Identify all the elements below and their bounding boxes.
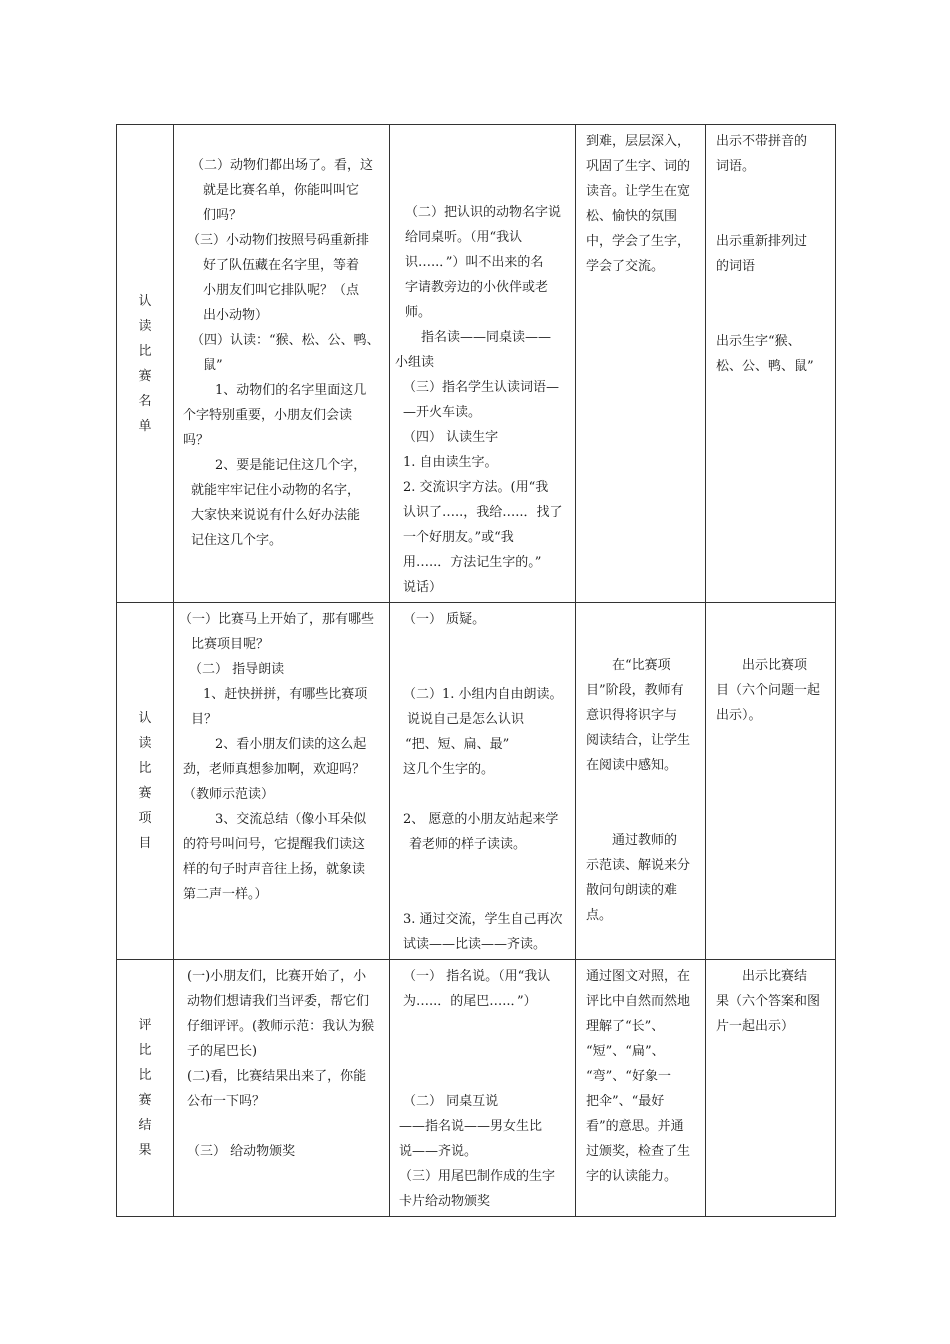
design-intent-cell <box>576 125 706 603</box>
text-line: 的符号叫问号，它提醒我们读这 <box>183 837 366 852</box>
text-line: 1. 自由读生字。 <box>403 455 498 470</box>
text-line: 比赛项目呢？ <box>191 637 270 652</box>
text-line: 评比中自然而然地 <box>586 994 691 1009</box>
text-line: 过颁奖，检查了生 <box>586 1144 691 1159</box>
text-line: 阅读结合，让学生 <box>586 733 691 748</box>
spacer <box>395 632 570 657</box>
text-line: 松、公、鸭、鼠” <box>716 359 814 374</box>
design-intent-cell <box>576 603 706 960</box>
text-line: 着老师的样子读读。 <box>409 837 527 852</box>
table-row <box>117 603 836 960</box>
text-line: 把伞”、“最好 <box>586 1094 665 1109</box>
text-line: （一） 质疑。 <box>403 612 486 627</box>
text-line: 理解了“长”、 <box>586 1019 665 1034</box>
text-line: 用…..．方法记生字的。” <box>403 555 542 570</box>
text-line: （三）小动物们按照号码重新排 <box>187 233 370 248</box>
section-label-cell <box>117 603 174 960</box>
text-line: （二） 指导朗读 <box>189 662 285 677</box>
text-line: 巩固了生字、词的 <box>586 159 691 174</box>
text-line: 字的认读能力。 <box>586 1169 678 1184</box>
text-line: 字请教旁边的小伙伴或老 <box>405 280 549 295</box>
text-line: 劲，老师真想参加啊，欢迎吗？ <box>183 762 366 777</box>
text-line: 一个好朋友。”或“我 <box>403 530 514 545</box>
text-line: 在“比赛项 <box>612 658 671 673</box>
text-line: 3、交流总结（像小耳朵似 <box>215 812 367 827</box>
text-line: （一）比赛马上开始了，那有哪些 <box>179 612 375 627</box>
text-line: （三） 给动物颁奖 <box>187 1144 296 1159</box>
spacer <box>716 179 830 204</box>
text-line: （三）指名学生认读词语— <box>403 380 560 395</box>
spacer <box>716 204 830 229</box>
text-line: （三）用尾巴制作成的生字 <box>399 1169 556 1184</box>
spacer <box>716 304 830 329</box>
text-line: “短”、“扁”、 <box>586 1044 665 1059</box>
text-line: 这几个生字的。 <box>403 762 495 777</box>
text-line: “弯”、“好象一 <box>586 1069 671 1084</box>
text-line: （一） 指名说。（用“我认 <box>403 969 551 984</box>
section-label-cell <box>117 125 174 603</box>
text-line: 说——齐说。 <box>399 1144 478 1159</box>
spacer <box>586 803 700 828</box>
text-line: 样的句子时声音往上扬，就象读 <box>183 862 366 877</box>
spacer <box>586 778 700 803</box>
text-line: （四） 认读生字 <box>403 430 499 445</box>
student-activity-cell <box>390 603 576 960</box>
text-line: 3. 通过交流，学生自己再次 <box>403 912 563 927</box>
text-line: 小朋友们叫它排队呢？（点 <box>203 283 360 298</box>
text-line: （二） 同桌互说 <box>403 1094 499 1109</box>
text-line: 目”阶段，教师有 <box>586 683 684 698</box>
text-line: 2、要是能记住这几个字， <box>215 458 367 473</box>
text-line: 动物们想请我们当评委，帮它们 <box>187 994 370 1009</box>
text-line: 1、赶快拼拼，有哪些比赛项 <box>203 687 368 702</box>
text-line: 的词语 <box>716 259 756 274</box>
teacher-activity-cell <box>174 960 390 1217</box>
text-line: 通过图文对照，在 <box>586 969 691 984</box>
text-line: 松、愉快的氛围 <box>586 209 678 224</box>
text-line: 就是比赛名单，你能叫叫它 <box>203 183 360 198</box>
text-line: 好了队伍藏在名字里，等着 <box>203 258 360 273</box>
text-line: —开火车读。 <box>403 405 482 420</box>
text-line: 片一起出示） <box>716 1019 795 1034</box>
text-line: 读音。让学生在宽 <box>586 184 691 199</box>
text-line: 说说自己是怎么认识 <box>407 712 525 727</box>
teacher-activity-cell <box>174 603 390 960</box>
text-line: 出示）。 <box>716 708 762 723</box>
text-line: 记住这几个字。 <box>191 533 283 548</box>
text-line: 点。 <box>586 908 613 923</box>
text-line: 个字特别重要，小朋友们会读 <box>183 408 353 423</box>
text-line: 出示不带拼音的 <box>716 134 808 149</box>
text-line: 试读——比读——齐读。 <box>403 937 547 952</box>
text-line: 目（六个问题一起 <box>716 683 821 698</box>
text-line: 仔细评评。(教师示范：我认为猴 <box>187 1019 375 1034</box>
text-line: 2. 交流识字方法。(用“我 <box>403 480 549 495</box>
spacer <box>179 1114 384 1139</box>
text-line: 认识了…..，我给…..．找了 <box>403 505 563 520</box>
text-line: 小组读 <box>395 355 435 370</box>
text-line: 到难，层层深入， <box>586 134 691 149</box>
text-line: 看”的意思。并通 <box>586 1119 684 1134</box>
spacer <box>395 1064 570 1089</box>
text-line: （二）1. 小组内自由朗读。 <box>403 687 563 702</box>
text-line: （教师示范读） <box>183 787 275 802</box>
section-label-cell <box>117 960 174 1217</box>
text-line: 出示比赛结 <box>742 969 808 984</box>
media-cell <box>706 960 836 1217</box>
text-line: 说话） <box>403 580 443 595</box>
text-line: 2、看小朋友们读的这么起 <box>215 737 367 752</box>
text-line: 学会了交流。 <box>586 259 665 274</box>
text-line: 散问句朗读的难 <box>586 883 678 898</box>
text-line: 通过教师的 <box>612 833 678 848</box>
text-line: 果（六个答案和图 <box>716 994 821 1009</box>
student-activity-cell <box>390 960 576 1217</box>
spacer <box>395 1014 570 1039</box>
text-line: 鼠” <box>203 358 223 373</box>
section-label: 评比比赛结果 <box>138 1018 152 1158</box>
text-line: 就能牢牢记住小动物的名字， <box>191 483 361 498</box>
table-row <box>117 960 836 1217</box>
text-line: 目？ <box>191 712 218 727</box>
text-line: 意识得将识字与 <box>586 708 678 723</box>
text-line: 子的尾巴长) <box>187 1044 258 1059</box>
lesson-plan-table <box>116 124 836 1217</box>
table-row <box>117 125 836 603</box>
teacher-activity-cell <box>174 125 390 603</box>
text-line: 2、 愿意的小朋友站起来学 <box>403 812 559 827</box>
spacer <box>395 657 570 682</box>
text-line: 公布一下吗？ <box>187 1094 266 1109</box>
text-line: (二)看，比赛结果出来了，你能 <box>187 1069 367 1084</box>
text-line: 们吗？ <box>203 208 243 223</box>
text-line: 出示重新排列过 <box>716 234 808 249</box>
text-line: (一)小朋友们，比赛开始了，小 <box>187 969 367 984</box>
text-line: 给同桌听。（用“我认 <box>405 230 523 245</box>
text-line: ——指名说——男女生比 <box>399 1119 543 1134</box>
text-line: 1、动物们的名字里面这几 <box>215 383 367 398</box>
text-line: 在阅读中感知。 <box>586 758 678 773</box>
spacer <box>395 882 570 907</box>
text-line: 识…..．”）叫不出来的名 <box>405 255 544 270</box>
text-line: 出示比赛项 <box>742 658 808 673</box>
text-line: （四）认读：“猴、松、公、鸭、 <box>191 333 380 348</box>
text-line: 词语。 <box>716 159 756 174</box>
text-line: 师。 <box>405 305 432 320</box>
text-line: “把、短、扁、最” <box>405 737 510 752</box>
text-line: 出小动物） <box>203 308 269 323</box>
text-line: 示范读、解说来分 <box>586 858 691 873</box>
text-line: 第二声一样。） <box>183 887 268 902</box>
spacer <box>395 782 570 807</box>
section-label: 认读比赛项目 <box>138 711 152 851</box>
spacer <box>716 279 830 304</box>
text-line: 出示生字“猴、 <box>716 334 801 349</box>
spacer <box>395 1039 570 1064</box>
text-line: （二）动物们都出场了。看，这 <box>191 158 374 173</box>
text-line: 卡片给动物颁奖 <box>399 1194 491 1209</box>
media-cell <box>706 125 836 603</box>
spacer <box>395 857 570 882</box>
student-activity-cell <box>390 125 576 603</box>
text-line: 为…..．的尾巴…..．”） <box>403 994 537 1009</box>
design-intent-cell <box>576 960 706 1217</box>
text-line: 吗？ <box>183 433 210 448</box>
media-cell <box>706 603 836 960</box>
text-line: 中，学会了生字， <box>586 234 691 249</box>
text-line: 大家快来说说有什么好办法能 <box>191 508 361 523</box>
section-label: 认读比赛名单 <box>138 293 152 434</box>
text-line: 指名读——同桌读—— <box>421 330 552 345</box>
text-line: （二）把认识的动物名字说 <box>405 205 562 220</box>
